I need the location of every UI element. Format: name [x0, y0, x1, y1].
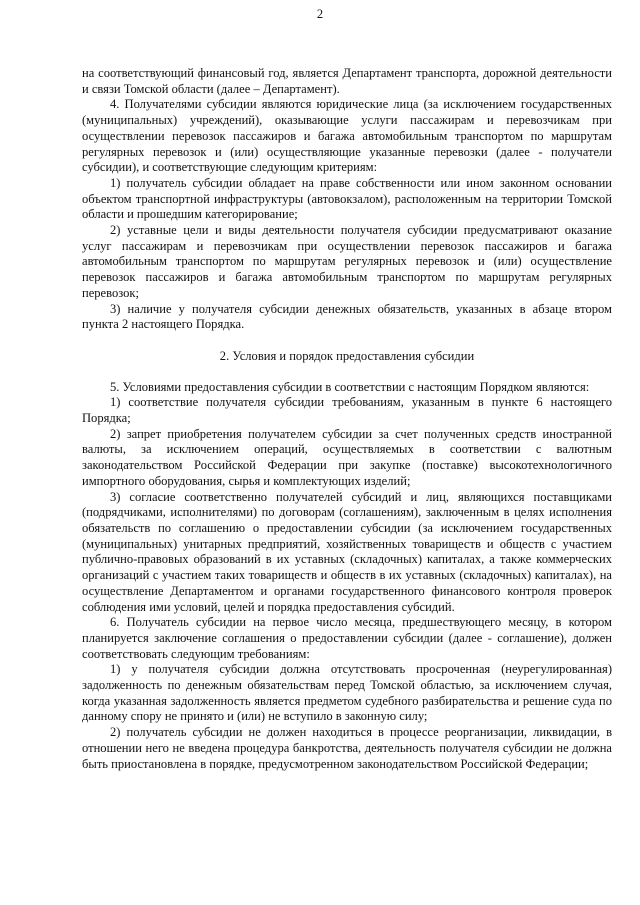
paragraph-intro-continuation: на соответствующий финансовый год, является Департамент транспорта, дорожной деятельности и связи Томской области (далее – Департамент).: [82, 66, 612, 96]
section-2-heading: 2. Условия и порядок предоставления субсидии: [219, 348, 475, 363]
paragraph-5-item-1: 1) соответствие получателя субсидии требованиям, указанным в пункте 6 настоящего Порядка;: [82, 395, 612, 426]
paragraph-4-item-3: 3) наличие у получателя субсидии денежных обязательств, указанных в абзаце втором пункта 2 настоящего Порядка.: [82, 301, 612, 332]
paragraph-4-item-2: 2) уставные цели и виды деятельности получателя субсидии предусматривают оказание услуг пассажирам и перевозчикам при осуществлении перевозок пассажиров и багажа автомобильным транспортом по маршрутам регулярных перевозок и (или) осуществление перевозок пассажиров и багажа автомобильным транспортом по маршрутам регулярных перевозок;: [82, 223, 612, 300]
paragraph-5-conditions: 5. Условиями предоставления субсидии в соответствии с настоящим Порядком являются:: [110, 379, 590, 394]
paragraph-4-item-1: 1) получатель субсидии обладает на праве собственности или ином законном основании объектом транспортной инфраструктуры (автовокзалом), расположенным на территории Томской области и прошедшим категорирование;: [82, 175, 612, 222]
paragraph-4-recipients: 4. Получателями субсидии являются юридические лица (за исключением государственных (муниципальных) учреждений), оказывающие услуги пассажирам и перевозчикам при осуществлении перевозок пассажиров и багажа автомобильным транспортом по маршрутам регулярных перевозок и (или) осуществляющие указанные перевозки (далее - получатели субсидии), и соответствующие следующим критериям:: [82, 97, 612, 175]
document-body: [82, 66, 612, 772]
paragraph-5-item-2: 2) запрет приобретения получателем субсидии за счет полученных средств иностранной валюты, за исключением операций, осуществляемых в соответствии с валютным законодательством Российской Федерации при закупке (поставке) высокотехнологичного импортного оборудования, сырья и комплектующих изделий;: [82, 426, 612, 488]
paragraph-6-requirements: 6. Получатель субсидии на первое число месяца, предшествующего месяцу, в котором планируется заключение соглашения о предоставлении субсидии (далее - соглашение), должен соответствовать следующим требованиям:: [82, 615, 612, 661]
paragraph-6-item-1: 1) у получателя субсидии должна отсутствовать просроченная (неурегулированная) задолженность по денежным обязательствам перед Томской областью, за исключением случая, когда указанная задолженность является предметом судебного разбирательства и решение суда по данному спору не принято и (или) не вступило в законную силу;: [82, 662, 612, 724]
page-number: 2: [316, 7, 324, 21]
paragraph-5-item-3: 3) согласие соответственно получателей субсидий и лиц, являющихся поставщиками (подрядчиками, исполнителями) по договорам (соглашениям), заключенным в целях исполнения обязательств по соглашению о предоставлении субсидии (за исключением государственных (муниципальных) унитарных предприятий, хозяйственных товариществ и обществ с участием публично-правовых образований в их уставных (складочных) капиталах, а также коммерческих организаций с участием таких товариществ и обществ в их уставных (складочных) капиталах), на осуществление Департаментом и органами государственного финансового контроля проверок соблюдения ими условий, целей и порядка предоставления субсидий.: [82, 489, 612, 614]
paragraph-6-item-2: 2) получатель субсидии не должен находиться в процессе реорганизации, ликвидации, в отношении него не введена процедура банкротства, деятельность получателя субсидии не должна быть приостановлена в порядке, предусмотренном законодательством Российской Федерации;: [82, 725, 612, 771]
